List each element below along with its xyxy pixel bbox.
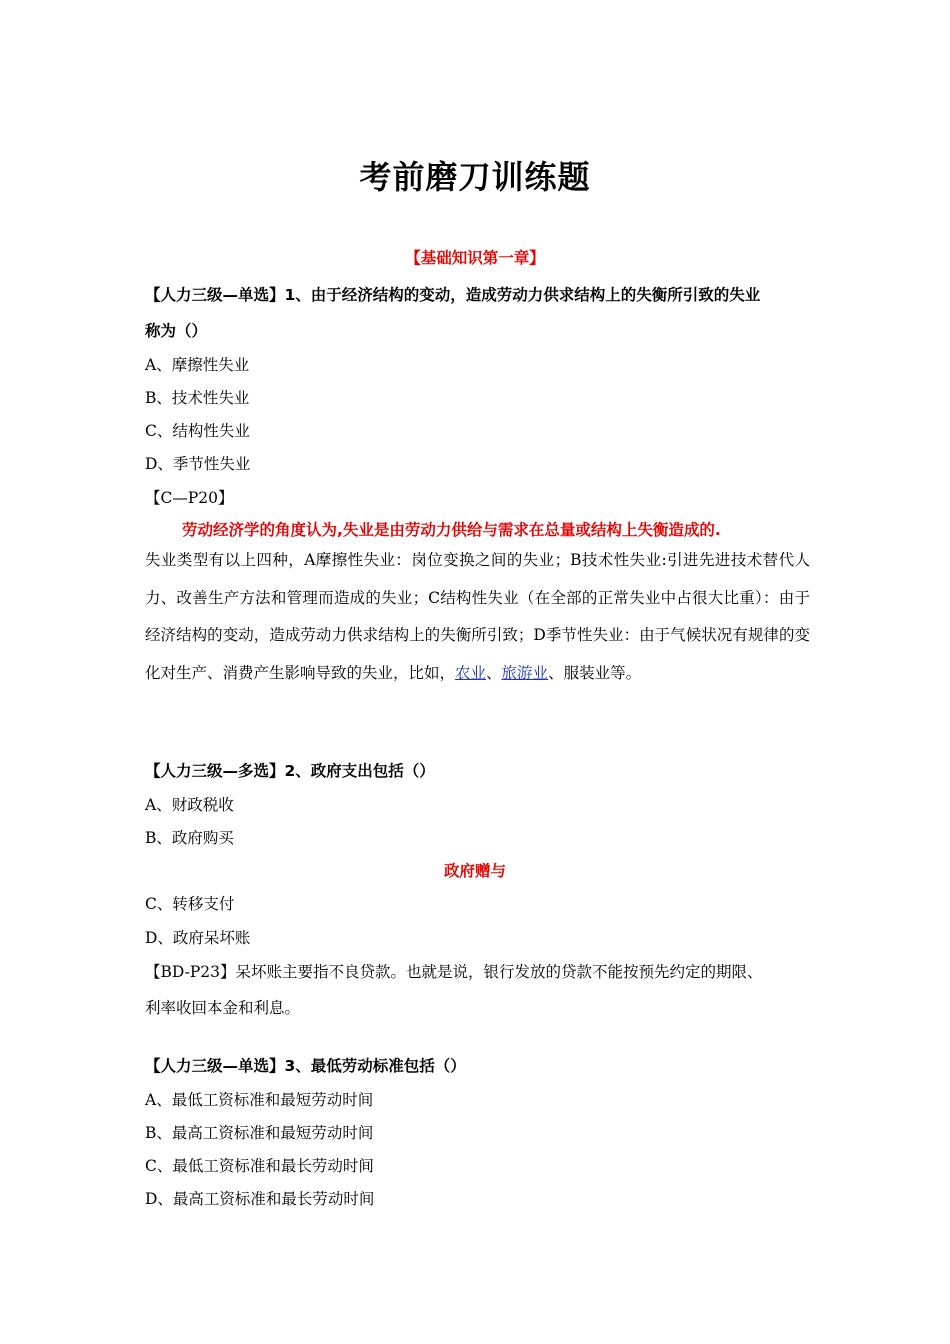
q2-option-d: D、政府呆坏账 <box>145 929 251 947</box>
q3-option-c: C、最低工资标准和最长劳动时间 <box>145 1157 374 1175</box>
q3-option-d: D、最高工资标准和最长劳动时间 <box>145 1190 375 1208</box>
document-title: 考前磨刀训练题 <box>359 158 591 196</box>
q1-stem-line1: 【人力三级—单选】1、由于经济结构的变动，造成劳动力供求结构上的失衡所引致的失业 <box>145 286 761 304</box>
q3-option-a: A、最低工资标准和最短劳动时间 <box>145 1091 374 1109</box>
q1-explanation <box>145 542 810 692</box>
q3-stem: 【人力三级—单选】3、最低劳动标准包括（） <box>145 1057 466 1075</box>
q3-option-b: B、最高工资标准和最短劳动时间 <box>145 1124 374 1142</box>
q2-answer-line1: 【BD-P23】呆坏账主要指不良贷款。也就是说，银行发放的贷款不能按预先约定的期限、 <box>145 963 763 981</box>
q1-separator: 、 <box>486 663 502 682</box>
q2-option-b: B、政府购买 <box>145 829 234 847</box>
chapter-heading: 【基础知识第一章】 <box>405 249 545 267</box>
link-agriculture[interactable]: 农业 <box>455 663 487 682</box>
q2-stem: 【人力三级—多选】2、政府支出包括（） <box>145 762 435 780</box>
q1-option-d: D、季节性失业 <box>145 455 251 473</box>
q1-option-a: A、摩擦性失业 <box>145 356 250 374</box>
q1-option-c: C、结构性失业 <box>145 422 250 440</box>
q1-option-b: B、技术性失业 <box>145 389 250 407</box>
q1-explanation-text: 失业类型有以上四种，A摩擦性失业：岗位变换之间的失业；B技术性失业:引进先进技术替代人力、改善生产方法和管理而造成的失业；C结构性失业（在全部的正常失业中占很大比重）：由于经济结构的变动，造成劳动力供求结构上的失衡所引致；D季节性失业：由于气候状况有规律的变化对生产、消费产生影响导致的失业，比如， <box>145 551 810 682</box>
q2-red-note: 政府赠与 <box>443 862 506 880</box>
q2-option-a: A、财政税收 <box>145 796 234 814</box>
q1-stem-line2: 称为（） <box>145 322 208 340</box>
q1-explanation-end: 、服装业等。 <box>548 663 642 682</box>
q1-answer: 【C—P20】 <box>145 489 234 507</box>
q2-answer-line2: 利率收回本金和利息。 <box>145 999 301 1017</box>
link-tourism[interactable]: 旅游业 <box>501 663 549 682</box>
q2-option-c: C、转移支付 <box>145 895 235 913</box>
q1-highlight-note: 劳动经济学的角度认为,失业是由劳动力供给与需求在总量或结构上失衡造成的. <box>182 521 721 539</box>
